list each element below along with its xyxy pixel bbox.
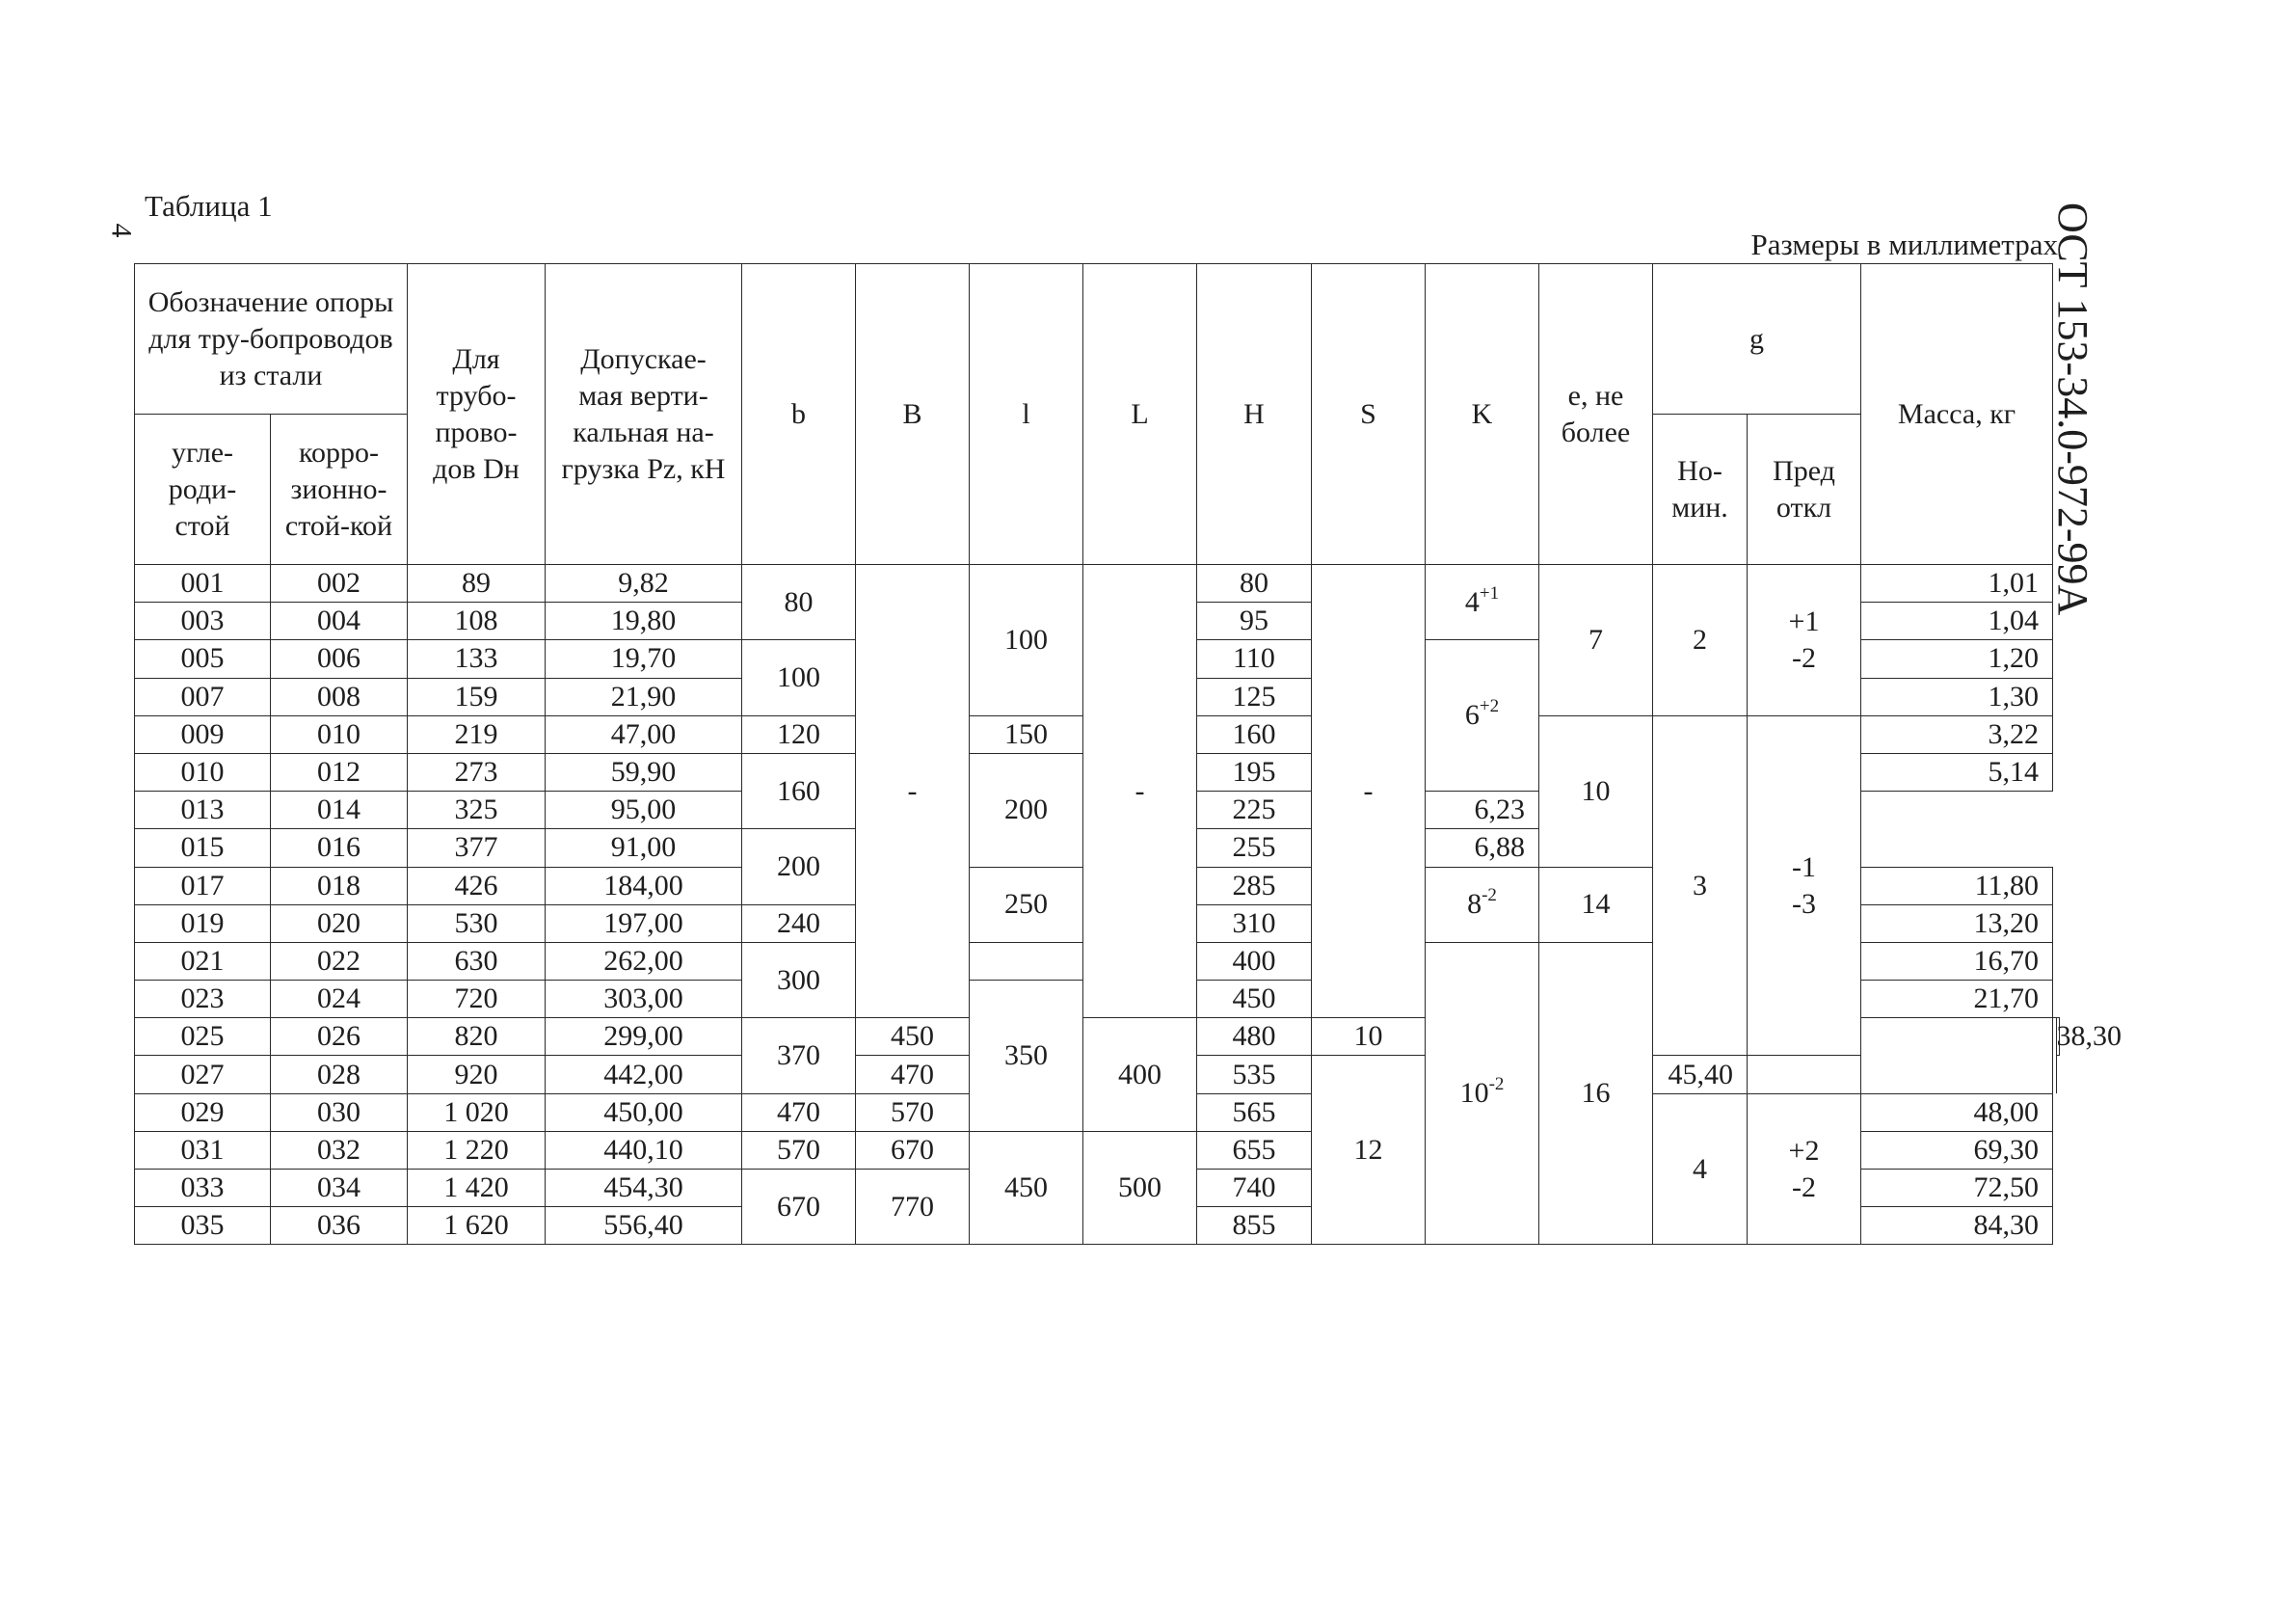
k-tolerance: +1 <box>1479 582 1500 604</box>
header-carbon-steel: угле-роди-стой <box>135 415 271 565</box>
cell-load: 454,30 <box>546 1170 742 1207</box>
cell-load: 9,82 <box>546 565 742 603</box>
cell-mass: 21,70 <box>1861 981 2053 1018</box>
header-S: S <box>1312 264 1426 565</box>
header-vertical-load: Допускае-мая верти-кальная на-грузка Pz, кН <box>546 264 742 565</box>
cell-carbon: 035 <box>135 1207 271 1245</box>
cell-carbon: 010 <box>135 753 271 791</box>
k-base: 4 <box>1464 585 1480 618</box>
cell-load: 47,00 <box>546 715 742 753</box>
cell-corrosion: 036 <box>271 1207 408 1245</box>
cell-load: 184,00 <box>546 867 742 904</box>
cell-dn: 325 <box>408 792 546 829</box>
cell-dn: 530 <box>408 904 546 942</box>
cell-mass: 3,22 <box>1861 715 2053 753</box>
header-K: K <box>1426 264 1539 565</box>
cell-corrosion: 008 <box>271 678 408 715</box>
page-number: 4 <box>105 223 138 238</box>
cell-dn: 1 420 <box>408 1170 546 1207</box>
cell-mass: 1,01 <box>1861 565 2053 603</box>
cell-H: 655 <box>1197 1131 1312 1169</box>
header-g-nominal: Но-мин. <box>1653 415 1748 565</box>
cell-b: 160 <box>742 753 856 828</box>
cell-dn: 820 <box>408 1018 546 1056</box>
cell-g-nominal: 4 <box>1653 1093 1748 1245</box>
cell-mass: 6,23 <box>1426 792 1539 829</box>
table-row <box>135 565 2060 603</box>
cell-mass: 5,14 <box>1861 753 2053 791</box>
cell-mass: 1,20 <box>1861 640 2053 678</box>
cell-corrosion: 032 <box>271 1131 408 1169</box>
cell-mass: 72,50 <box>1861 1170 2053 1207</box>
cell-dn: 1 020 <box>408 1093 546 1131</box>
cell-H: 285 <box>1197 867 1312 904</box>
cell-H: 565 <box>1197 1093 1312 1131</box>
k-tolerance: -2 <box>1482 885 1497 906</box>
header-e: e, не более <box>1539 264 1653 565</box>
cell-b: 240 <box>742 904 856 942</box>
cell-dn: 426 <box>408 867 546 904</box>
cell-dn: 89 <box>408 565 546 603</box>
cell-load: 91,00 <box>546 829 742 867</box>
cell-mass: 1,30 <box>1861 678 2053 715</box>
cell-load: 21,90 <box>546 678 742 715</box>
cell-H: 225 <box>1197 792 1312 829</box>
cell-B: 470 <box>856 1056 970 1093</box>
cell-B: 770 <box>856 1170 970 1245</box>
cell-b: 120 <box>742 715 856 753</box>
cell-l: 250 <box>970 867 1083 942</box>
cell-mass: 38,30 <box>2056 1018 2060 1056</box>
cell-carbon: 025 <box>135 1018 271 1056</box>
cell-load: 303,00 <box>546 981 742 1018</box>
tol-upper: -1 <box>1792 850 1816 883</box>
cell-load: 262,00 <box>546 942 742 980</box>
cell-dn: 273 <box>408 753 546 791</box>
cell-carbon: 005 <box>135 640 271 678</box>
cell-b: 300 <box>742 942 856 1017</box>
units-note: Размеры в миллиметрах <box>1750 228 2058 261</box>
cell-corrosion: 016 <box>271 829 408 867</box>
cell-carbon: 009 <box>135 715 271 753</box>
header-designation: Обозначение опоры для тру-бопроводов из стали <box>135 264 408 415</box>
cell-H: 110 <box>1197 640 1312 678</box>
cell-H: 95 <box>1197 603 1312 640</box>
cell-load: 19,80 <box>546 603 742 640</box>
cell-l: 450 <box>970 1131 1083 1245</box>
cell-S: 12 <box>1312 1056 1426 1245</box>
cell-corrosion: 014 <box>271 792 408 829</box>
cell-load: 442,00 <box>546 1056 742 1093</box>
cell-corrosion: 022 <box>271 942 408 980</box>
cell-b: 470 <box>742 1093 856 1131</box>
cell-load: 19,70 <box>546 640 742 678</box>
cell-b: 80 <box>742 565 856 640</box>
cell-L: 400 <box>1083 1018 1197 1132</box>
cell-e: 14 <box>1539 867 1653 942</box>
tol-lower: -2 <box>1792 641 1816 674</box>
cell-g-nominal: 3 <box>1653 715 1748 1056</box>
cell-b: 570 <box>742 1131 856 1169</box>
tol-upper: +1 <box>1788 605 1820 637</box>
cell-carbon: 015 <box>135 829 271 867</box>
k-base: 8 <box>1467 888 1482 921</box>
cell-B: 450 <box>856 1018 970 1056</box>
cell-dn: 630 <box>408 942 546 980</box>
cell-mass: 1,04 <box>1861 603 2053 640</box>
cell-corrosion: 030 <box>271 1093 408 1131</box>
k-tolerance: +2 <box>1479 696 1500 717</box>
cell-b: 370 <box>742 1018 856 1093</box>
cell-H: 450 <box>1197 981 1312 1018</box>
cell-S: - <box>1312 565 1426 1018</box>
k-base: 6 <box>1464 699 1480 732</box>
cell-H: 480 <box>1197 1018 1312 1056</box>
cell-H: 160 <box>1197 715 1312 753</box>
cell-load: 440,10 <box>546 1131 742 1169</box>
cell-carbon: 033 <box>135 1170 271 1207</box>
cell-e: 16 <box>1539 942 1653 1245</box>
cell-l: 150 <box>970 715 1083 753</box>
cell-dn: 133 <box>408 640 546 678</box>
cell-load: 556,40 <box>546 1207 742 1245</box>
cell-mass: 11,80 <box>1861 867 2053 904</box>
cell-H: 310 <box>1197 904 1312 942</box>
cell-corrosion: 012 <box>271 753 408 791</box>
cell-corrosion: 020 <box>271 904 408 942</box>
cell-e: 10 <box>1539 715 1653 867</box>
cell-dn: 159 <box>408 678 546 715</box>
cell-mass: 84,30 <box>1861 1207 2053 1245</box>
cell-carbon: 021 <box>135 942 271 980</box>
header-g-tolerance: Пред откл <box>1748 415 1861 565</box>
cell-corrosion: 028 <box>271 1056 408 1093</box>
cell-carbon: 019 <box>135 904 271 942</box>
header-b: b <box>742 264 856 565</box>
cell-mass: 16,70 <box>1861 942 2053 980</box>
cell-corrosion: 026 <box>271 1018 408 1056</box>
cell-carbon: 001 <box>135 565 271 603</box>
cell-b: 670 <box>742 1170 856 1245</box>
cell-K <box>1426 867 1539 942</box>
cell-g-tolerance <box>1748 565 1861 716</box>
cell-dn: 108 <box>408 603 546 640</box>
cell-b: 100 <box>742 640 856 715</box>
tol-lower: -2 <box>1792 1170 1816 1203</box>
cell-K <box>1426 640 1539 792</box>
k-tolerance: -2 <box>1488 1074 1505 1095</box>
cell-dn: 377 <box>408 829 546 867</box>
cell-mass: 45,40 <box>1653 1056 1748 1093</box>
cell-dn: 1 220 <box>408 1131 546 1169</box>
cell-load: 59,90 <box>546 753 742 791</box>
cell-corrosion: 034 <box>271 1170 408 1207</box>
header-B: B <box>856 264 970 565</box>
cell-corrosion: 004 <box>271 603 408 640</box>
cell-l: 200 <box>970 753 1083 867</box>
cell-g-tolerance <box>1748 715 1861 1056</box>
header-H: H <box>1197 264 1312 565</box>
cell-corrosion: 010 <box>271 715 408 753</box>
tol-upper: +2 <box>1788 1134 1820 1167</box>
cell-B: 570 <box>856 1093 970 1131</box>
cell-e: 7 <box>1539 565 1653 716</box>
cell-carbon: 003 <box>135 603 271 640</box>
cell-carbon: 029 <box>135 1093 271 1131</box>
cell-g-nominal-empty <box>1861 1018 2053 1093</box>
cell-mass: 48,00 <box>1861 1093 2053 1131</box>
cell-b: 200 <box>742 829 856 904</box>
cell-mass: 13,20 <box>1861 904 2053 942</box>
cell-H: 80 <box>1197 565 1312 603</box>
cell-B: - <box>856 565 970 1018</box>
cell-B: 670 <box>856 1131 970 1169</box>
cell-L: 500 <box>1083 1131 1197 1245</box>
cell-carbon: 007 <box>135 678 271 715</box>
cell-carbon: 023 <box>135 981 271 1018</box>
cell-H: 855 <box>1197 1207 1312 1245</box>
cell-carbon: 017 <box>135 867 271 904</box>
header-L: L <box>1083 264 1197 565</box>
cell-mass: 69,30 <box>1861 1131 2053 1169</box>
k-base: 10 <box>1459 1077 1489 1110</box>
header-l: l <box>970 264 1083 565</box>
cell-load: 197,00 <box>546 904 742 942</box>
cell-H: 400 <box>1197 942 1312 980</box>
table-caption: Таблица 1 <box>145 189 273 223</box>
cell-g-tolerance <box>1748 1093 1861 1245</box>
cell-carbon: 031 <box>135 1131 271 1169</box>
cell-K <box>1426 565 1539 640</box>
cell-carbon: 013 <box>135 792 271 829</box>
cell-corrosion: 002 <box>271 565 408 603</box>
cell-H: 125 <box>1197 678 1312 715</box>
cell-carbon: 027 <box>135 1056 271 1093</box>
header-corrosion-steel: корро-зионно-стой-кой <box>271 415 408 565</box>
cell-H: 195 <box>1197 753 1312 791</box>
cell-dn: 219 <box>408 715 546 753</box>
header-pipe-diameter: Для трубо-прово-дов Dн <box>408 264 546 565</box>
cell-L: - <box>1083 565 1197 1018</box>
cell-corrosion: 018 <box>271 867 408 904</box>
cell-dn: 920 <box>408 1056 546 1093</box>
cell-dn: 1 620 <box>408 1207 546 1245</box>
cell-l-empty <box>970 942 1083 980</box>
cell-H: 740 <box>1197 1170 1312 1207</box>
tol-lower: -3 <box>1792 887 1816 920</box>
cell-load: 450,00 <box>546 1093 742 1131</box>
cell-corrosion: 024 <box>271 981 408 1018</box>
cell-load: 95,00 <box>546 792 742 829</box>
header-mass: Масса, кг <box>1861 264 2053 565</box>
cell-H: 255 <box>1197 829 1312 867</box>
header-g: g <box>1653 264 1861 415</box>
document-code: ОСТ 153-34.0-972-99А <box>2049 202 2096 616</box>
cell-corrosion: 006 <box>271 640 408 678</box>
cell-K <box>1426 942 1539 1245</box>
cell-l: 350 <box>970 981 1083 1132</box>
cell-load: 299,00 <box>546 1018 742 1056</box>
cell-mass: 6,88 <box>1426 829 1539 867</box>
cell-S: 10 <box>1312 1018 1426 1056</box>
cell-g-nominal: 2 <box>1653 565 1748 716</box>
cell-H: 535 <box>1197 1056 1312 1093</box>
cell-l: 100 <box>970 565 1083 716</box>
cell-dn: 720 <box>408 981 546 1018</box>
